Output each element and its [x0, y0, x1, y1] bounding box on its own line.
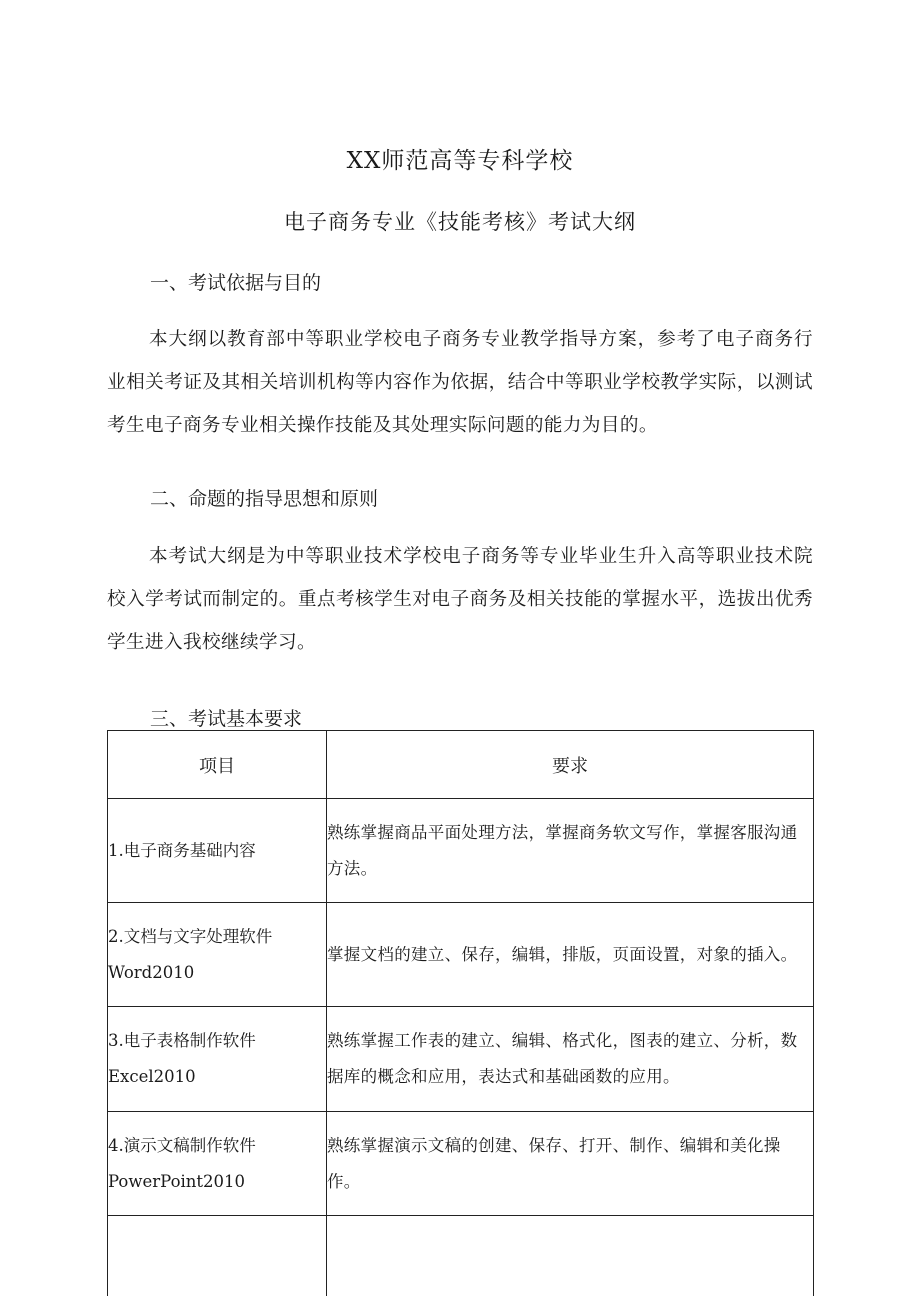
section-heading-basis: 一、考试依据与目的 [150, 272, 322, 294]
section-body-basis: 本大纲以教育部中等职业学校电子商务专业教学指导方案，参考了电子商务行业相关考证及其相关培训机构等内容作为依据，结合中等职业学校教学实际，以测试考生电子商务专业相关操作技能及其处理实际问题的能力为目的。 [107, 329, 813, 436]
table-row [108, 799, 814, 903]
requirements-table [107, 730, 814, 1296]
table-row [108, 903, 814, 1007]
requirement-cell: 熟练掌握演示文稿的创建、保存、打开、制作、编辑和美化操作。 [327, 1112, 814, 1216]
requirement-cell: 熟练掌握商品平面处理方法，掌握商务软文写作，掌握客服沟通方法。 [327, 799, 814, 903]
requirement-cell: 掌握文档的建立、保存，编辑，排版，页面设置，对象的插入。 [327, 903, 814, 1007]
requirement-cell: 熟练掌握工作表的建立、编辑、格式化，图表的建立、分析，数据库的概念和应用，表达式和基础函数的应用。 [327, 1007, 814, 1112]
table-header-row [108, 731, 814, 799]
section-body-principles: 本考试大纲是为中等职业技术学校电子商务等专业毕业生升入高等职业技术院校入学考试而制定的。重点考核学生对电子商务及相关技能的掌握水平，选拔出优秀学生进入我校继续学习。 [107, 546, 813, 653]
item-name: 3.电子表格制作软件 [108, 1031, 256, 1050]
item-cell-empty [108, 1216, 327, 1297]
table-row-continued [108, 1216, 814, 1297]
section-heading-requirements: 三、考试基本要求 [150, 708, 303, 730]
item-software: Excel2010 [108, 1067, 196, 1086]
header-requirement: 要求 [327, 731, 814, 799]
item-cell [108, 903, 327, 1007]
section-heading-principles: 二、命题的指导思想和原则 [150, 488, 379, 510]
item-name: 1.电子商务基础内容 [108, 840, 256, 860]
item-name: 4.演示文稿制作软件 [108, 1135, 256, 1155]
school-name: XX师范高等专科学校 [346, 148, 574, 174]
document-title: 电子商务专业《技能考核》考试大纲 [284, 210, 636, 234]
item-software: Word2010 [108, 962, 195, 982]
item-cell [108, 1007, 327, 1112]
requirement-cell-empty [327, 1216, 814, 1297]
table-row [108, 1112, 814, 1216]
item-cell [108, 1112, 327, 1216]
table-row [108, 1007, 814, 1112]
item-cell [108, 799, 327, 903]
item-software: PowerPoint2010 [108, 1171, 246, 1191]
item-name: 2.文档与文字处理软件 [108, 926, 273, 946]
header-item: 项目 [108, 731, 327, 799]
